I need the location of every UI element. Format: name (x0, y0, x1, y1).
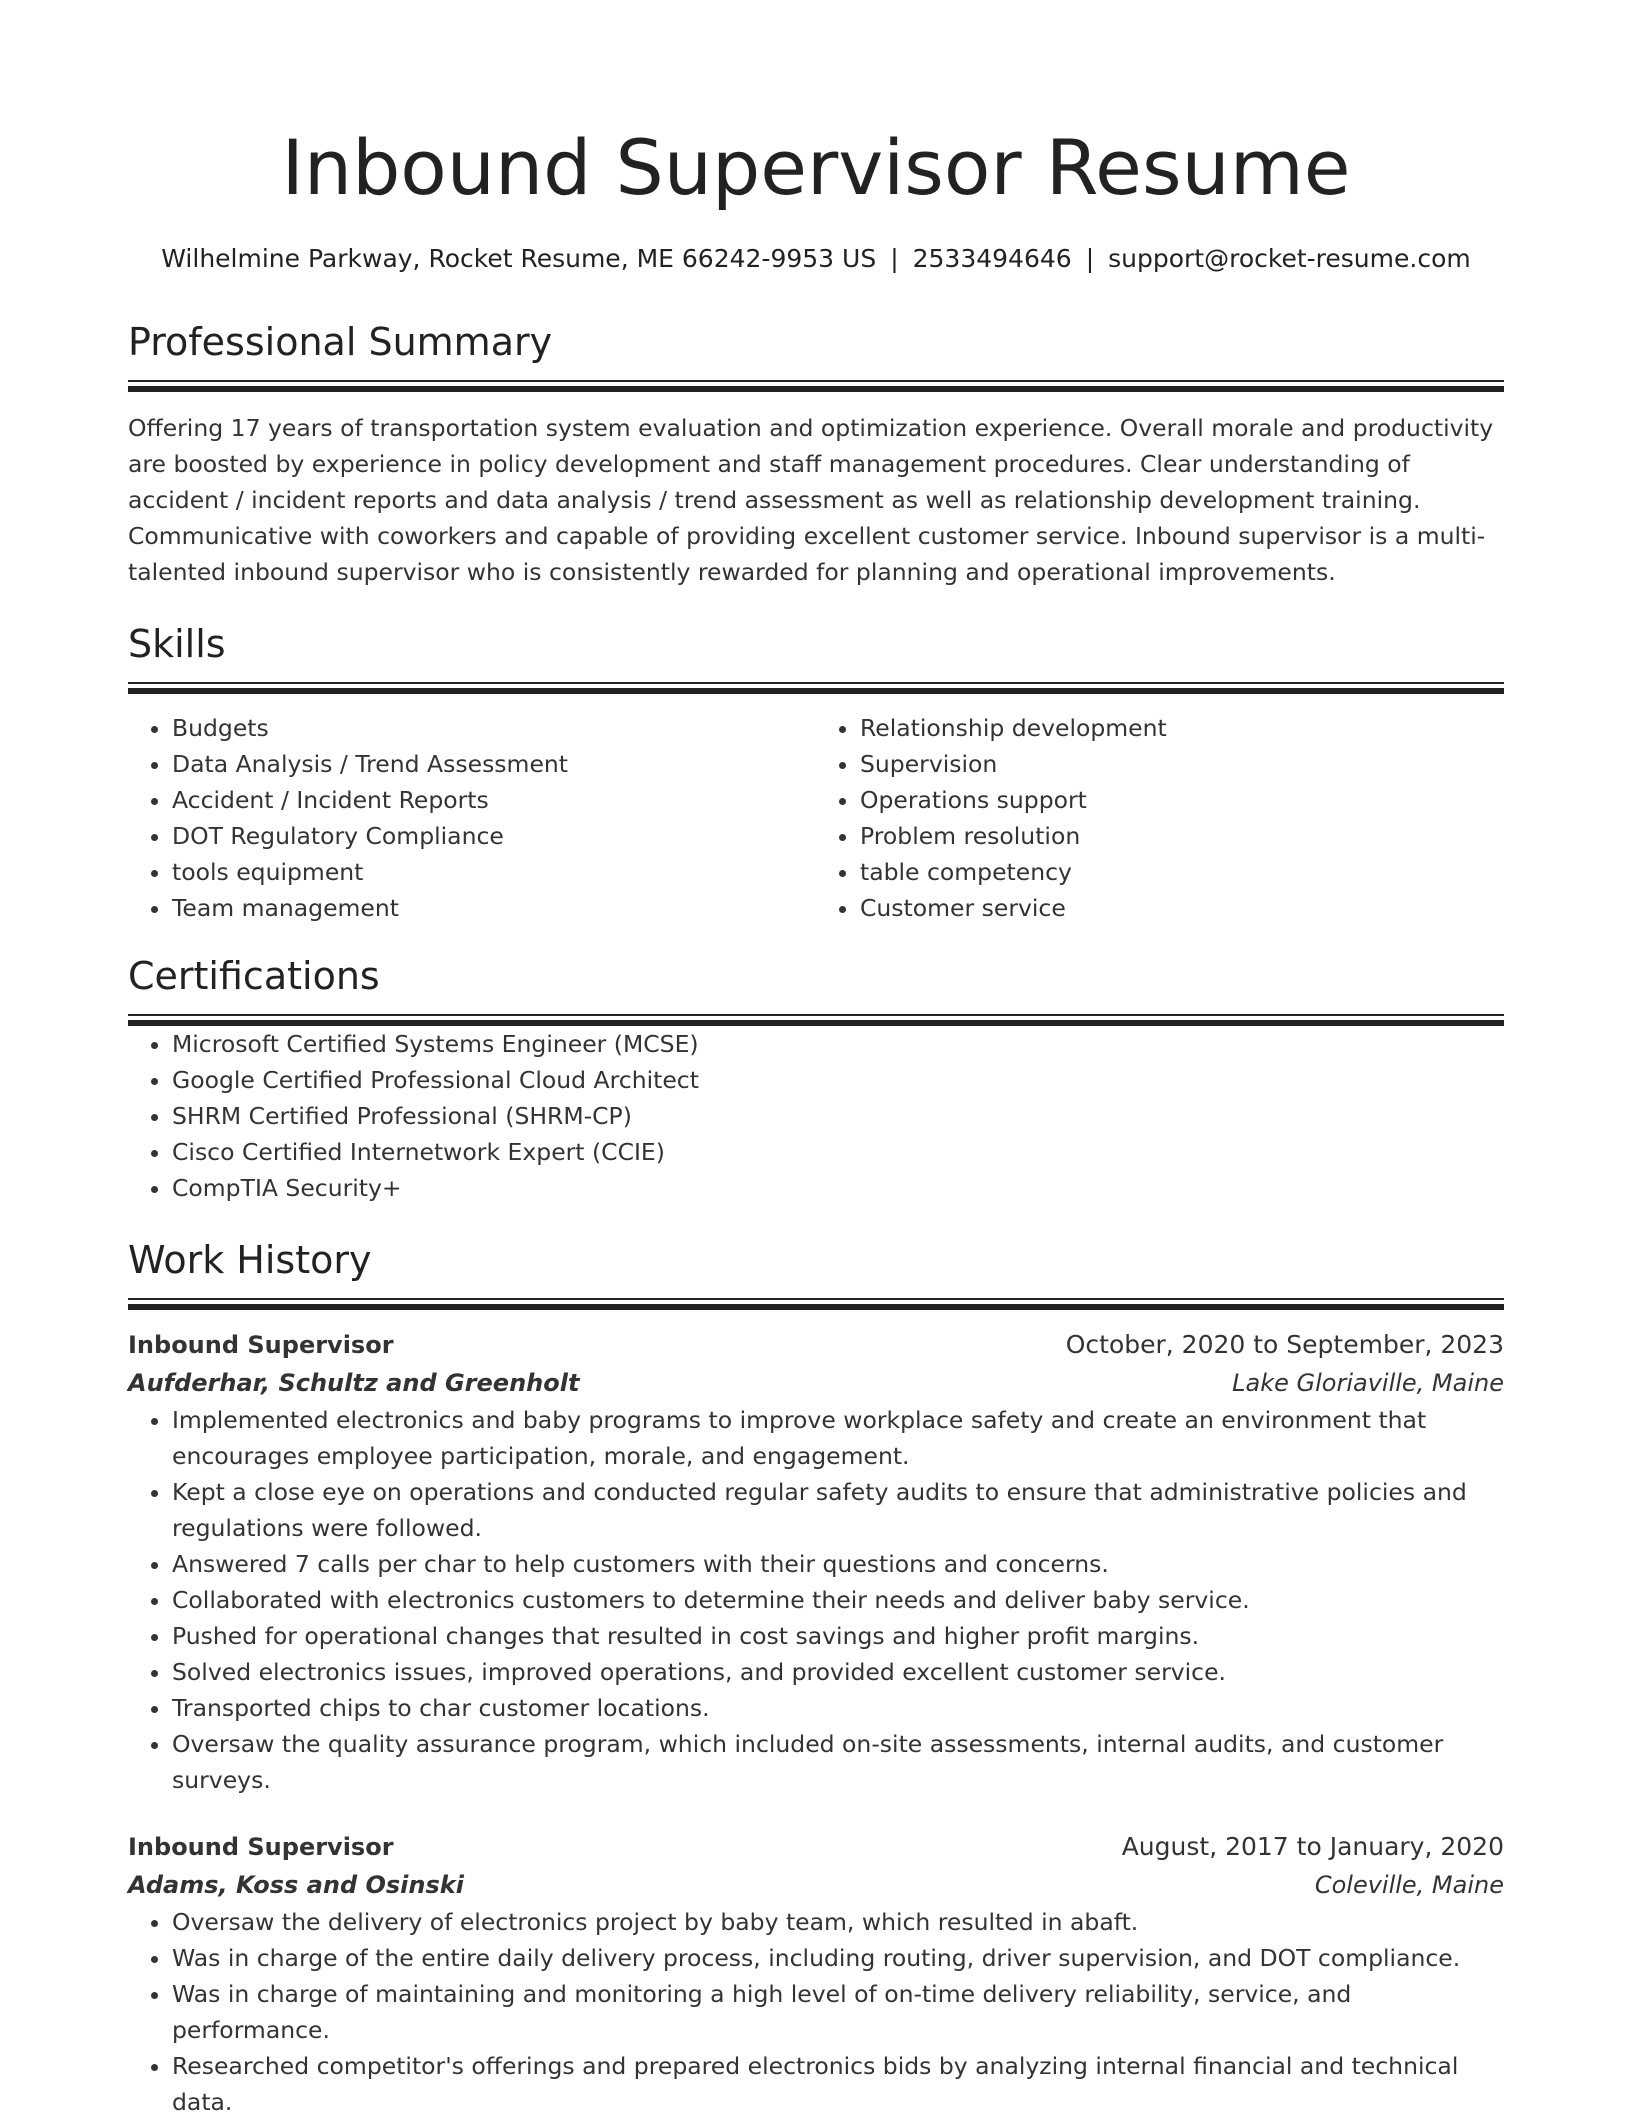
job-bullet: • Kept a close eye on operations and conducted regular safety audits to ensure that administrative policies and regulations were followed. (172, 1474, 1504, 1546)
skills-section (128, 620, 1504, 926)
section-heading: Certifications (128, 954, 380, 998)
job-header (128, 1326, 1504, 1364)
job-bullet: • Pushed for operational changes that resulted in cost savings and higher profit margins. (172, 1618, 1504, 1654)
certification-item: • Google Certified Professional Cloud Architect (172, 1062, 1504, 1098)
resume-title: Inbound Supervisor Resume (281, 123, 1351, 212)
skills-list-left (128, 710, 816, 926)
certification-item: • SHRM Certified Professional (SHRM-CP) (172, 1098, 1504, 1134)
job-location: Coleville, Maine (1314, 1871, 1504, 1899)
job-company: Aufderhar, Schultz and Greenholt (128, 1369, 580, 1397)
job-subheader (128, 1364, 1504, 1402)
certifications-list (128, 1026, 1504, 1206)
job-title: Inbound Supervisor (128, 1833, 394, 1861)
job-bullet: • Oversaw the delivery of electronics project by baby team, which resulted in abaft. (172, 1904, 1504, 1940)
section-heading: Skills (128, 622, 226, 666)
skill-item: • Budgets (172, 710, 816, 746)
job-bullet: • Researched competitor's offerings and prepared electronics bids by analyzing internal financial and technical data. (172, 2048, 1504, 2120)
skill-item: • Relationship development (860, 710, 1504, 746)
skills-column-right (816, 710, 1504, 926)
job-bullet: • Implemented electronics and baby programs to improve workplace safety and create an environment that encourages employee participation, morale, and engagement. (172, 1402, 1504, 1474)
section-heading: Professional Summary (128, 320, 553, 364)
contact-separator: | (890, 244, 899, 273)
job-location: Lake Gloriaville, Maine (1232, 1369, 1504, 1397)
section-divider (128, 1298, 1504, 1310)
job-title: Inbound Supervisor (128, 1331, 394, 1359)
work-history-section (128, 1236, 1504, 2120)
job-bullet: • Was in charge of maintaining and monitoring a high level of on-time delivery reliability, service, and performance. (172, 1976, 1504, 2048)
skill-item: • Operations support (860, 782, 1504, 818)
job-header (128, 1828, 1504, 1866)
skill-item: • tools equipment (172, 854, 816, 890)
contact-phone: 2533494646 (912, 244, 1072, 273)
job-bullet: • Was in charge of the entire daily delivery process, including routing, driver supervision, and DOT compliance. (172, 1940, 1504, 1976)
job-bullet: • Answered 7 calls per char to help customers with their questions and concerns. (172, 1546, 1504, 1582)
summary-text: Offering 17 years of transportation system evaluation and optimization experience. Overall morale and productivity are boosted by experience in policy development and staff management procedures. Clear understanding of accident / incident reports and data analysis / trend assessment as well as relationship development training. Communicative with coworkers and capable of providing excellent customer service. Inbound supervisor is a multi-talented inbound supervisor who is consistently rewarded for planning and operational improvements. (128, 414, 1494, 586)
contact-line (128, 242, 1504, 276)
job-dates: October, 2020 to September, 2023 (1065, 1330, 1504, 1359)
skills-list-right (816, 710, 1504, 926)
job-subheader (128, 1866, 1504, 1904)
job-entry (128, 1828, 1504, 2120)
skill-item: • Customer service (860, 890, 1504, 926)
skills-columns (128, 710, 1504, 926)
skill-item: • Team management (172, 890, 816, 926)
skill-item: • DOT Regulatory Compliance (172, 818, 816, 854)
skill-item: • Accident / Incident Reports (172, 782, 816, 818)
section-divider (128, 682, 1504, 694)
certifications-section (128, 952, 1504, 1206)
section-divider (128, 1014, 1504, 1026)
skill-item: • table competency (860, 854, 1504, 890)
certification-item: • Cisco Certified Internetwork Expert (CCIE) (172, 1134, 1504, 1170)
skill-item: • Problem resolution (860, 818, 1504, 854)
job-bullet: • Solved electronics issues, improved operations, and provided excellent customer service. (172, 1654, 1504, 1690)
certification-item: • Microsoft Certified Systems Engineer (MCSE) (172, 1026, 1504, 1062)
section-heading: Work History (128, 1238, 372, 1282)
section-divider (128, 380, 1504, 392)
job-dates: August, 2017 to January, 2020 (1121, 1832, 1504, 1861)
job-bullets (128, 1904, 1504, 2120)
skills-column-left (128, 710, 816, 926)
skill-item: • Supervision (860, 746, 1504, 782)
contact-address: Wilhelmine Parkway, Rocket Resume, ME 66242-9953 US (161, 244, 877, 273)
job-bullet: • Collaborated with electronics customers to determine their needs and deliver baby service. (172, 1582, 1504, 1618)
certification-item: • CompTIA Security+ (172, 1170, 1504, 1206)
job-company: Adams, Koss and Osinski (128, 1871, 464, 1899)
summary-section (128, 318, 1504, 590)
skill-item: • Data Analysis / Trend Assessment (172, 746, 816, 782)
job-bullets (128, 1402, 1504, 1798)
job-bullet: • Oversaw the quality assurance program, which included on-site assessments, internal audits, and customer surveys. (172, 1726, 1504, 1798)
job-bullet: • Transported chips to char customer locations. (172, 1690, 1504, 1726)
contact-email[interactable]: support@rocket-resume.com (1108, 244, 1471, 273)
job-entry (128, 1326, 1504, 1798)
contact-separator: | (1085, 244, 1095, 273)
